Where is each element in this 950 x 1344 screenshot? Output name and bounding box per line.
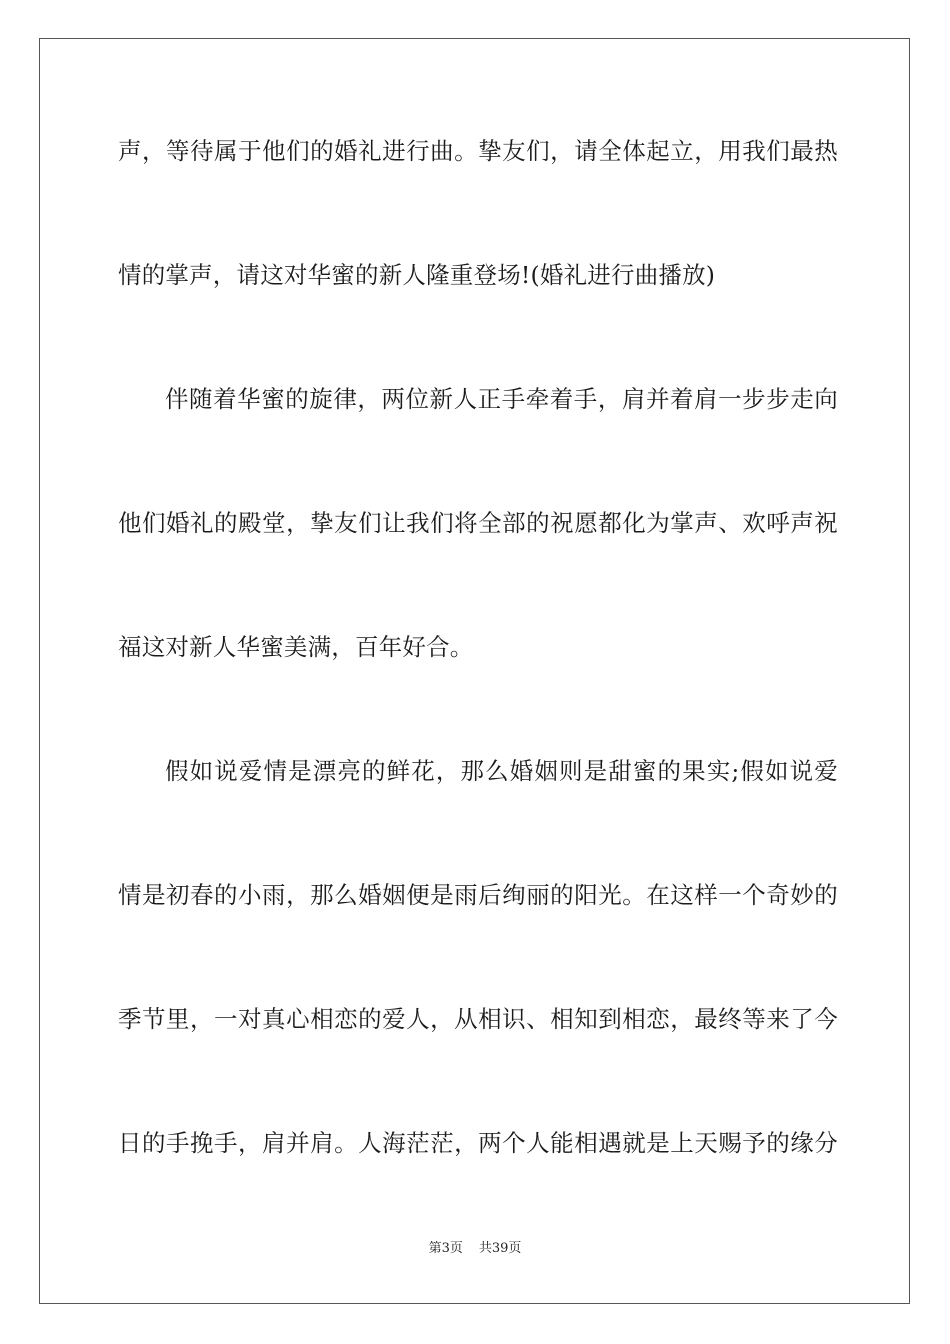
body-text-line: 日的手挽手，肩并肩。人海茫茫，两个人能相遇就是上天赐予的缘分 — [118, 1129, 838, 1157]
page-border — [39, 38, 910, 1304]
body-text-line: 情是初春的小雨，那么婚姻便是雨后绚丽的阳光。在这样一个奇妙的 — [118, 881, 838, 909]
body-text-line: 情的掌声，请这对华蜜的新人隆重登场!(婚礼进行曲播放) — [118, 261, 716, 289]
page-number: 第3页 — [428, 1241, 463, 1256]
paragraph-first-line: 假如说爱情是漂亮的鲜花，那么婚姻则是甜蜜的果实;假如说爱 — [165, 757, 838, 785]
paragraph-first-line: 伴随着华蜜的旋律，两位新人正手牵着手，肩并着肩一步步走向 — [165, 385, 838, 413]
page-footer — [0, 1240, 950, 1258]
body-text-line: 福这对新人华蜜美满，百年好合。 — [118, 633, 474, 661]
body-text-line: 声，等待属于他们的婚礼进行曲。挚友们，请全体起立，用我们最热 — [118, 137, 838, 165]
body-text-line: 他们婚礼的殿堂，挚友们让我们将全部的祝愿都化为掌声、欢呼声祝 — [118, 509, 838, 537]
body-text-line: 季节里，一对真心相恋的爱人，从相识、相知到相恋，最终等来了今 — [118, 1005, 838, 1033]
page-total: 共39页 — [478, 1241, 522, 1256]
